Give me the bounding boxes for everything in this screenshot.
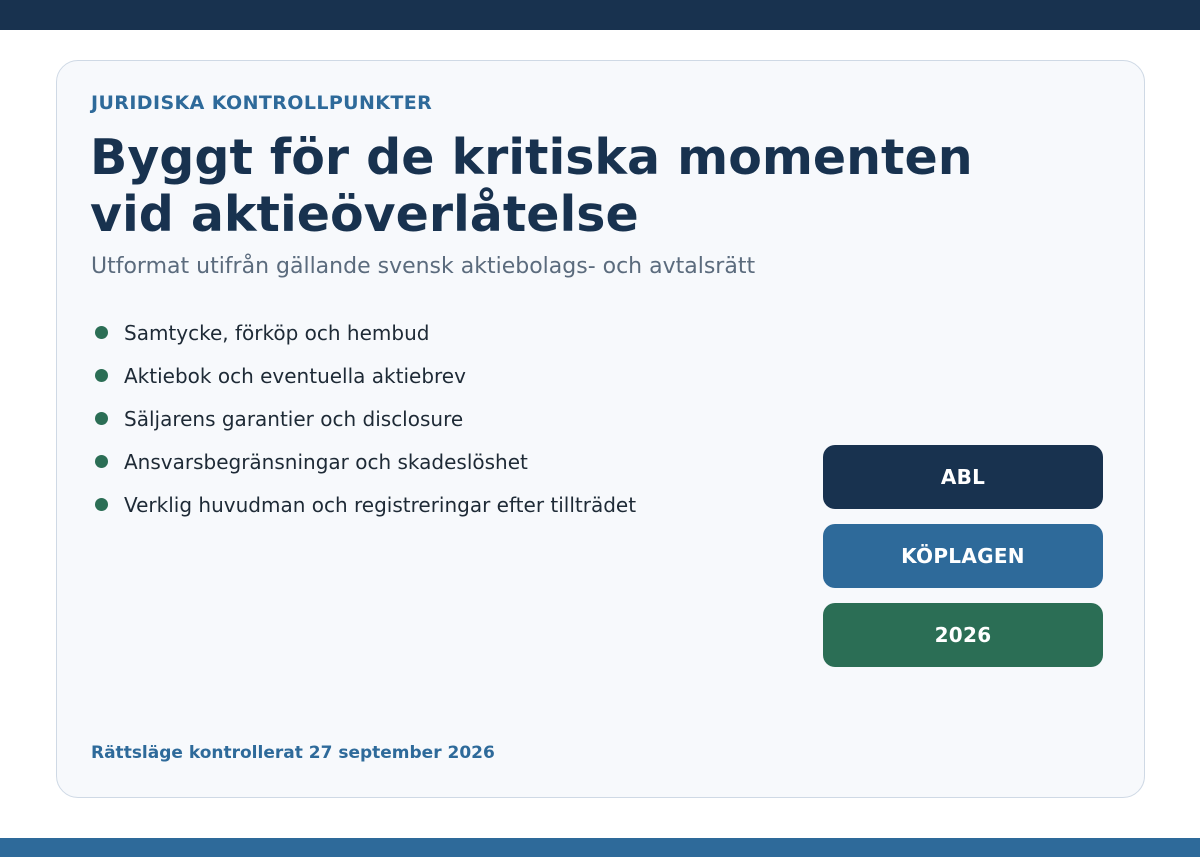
bullet-dot-icon (95, 326, 108, 339)
list-item (95, 311, 636, 354)
bullet-dot-icon (95, 498, 108, 511)
list-item (95, 440, 636, 483)
list-item-label: Säljarens garantier och disclosure (124, 406, 464, 431)
card-subtitle: Utformat utifrån gällande svensk aktiebolags- och avtalsrätt (91, 254, 756, 279)
eyebrow-label: JURIDISKA KONTROLLPUNKTER (91, 92, 433, 114)
bullet-dot-icon (95, 369, 108, 382)
tag-koplagen: KÖPLAGEN (823, 524, 1103, 588)
bullet-dot-icon (95, 412, 108, 425)
bottom-accent-bar (0, 838, 1200, 857)
title-line-1: Byggt för de kritiska momenten (90, 129, 973, 186)
tag-stack (823, 445, 1103, 682)
legal-status-footnote: Rättsläge kontrollerat 27 september 2026 (91, 743, 495, 763)
list-item-label: Ansvarsbegränsningar och skadeslöshet (124, 449, 528, 474)
list-item (95, 397, 636, 440)
title-line-2: vid aktieöverlåtelse (90, 186, 639, 243)
checklist (95, 311, 636, 526)
list-item (95, 483, 636, 526)
list-item (95, 354, 636, 397)
list-item-label: Samtycke, förköp och hembud (124, 320, 430, 345)
card-title (90, 129, 1050, 243)
list-item-label: Aktiebok och eventuella aktiebrev (124, 363, 466, 388)
tag-abl: ABL (823, 445, 1103, 509)
tag-year: 2026 (823, 603, 1103, 667)
legal-checkpoints-card (56, 60, 1145, 798)
bullet-dot-icon (95, 455, 108, 468)
list-item-label: Verklig huvudman och registreringar efter tillträdet (124, 492, 637, 517)
top-accent-bar (0, 0, 1200, 30)
